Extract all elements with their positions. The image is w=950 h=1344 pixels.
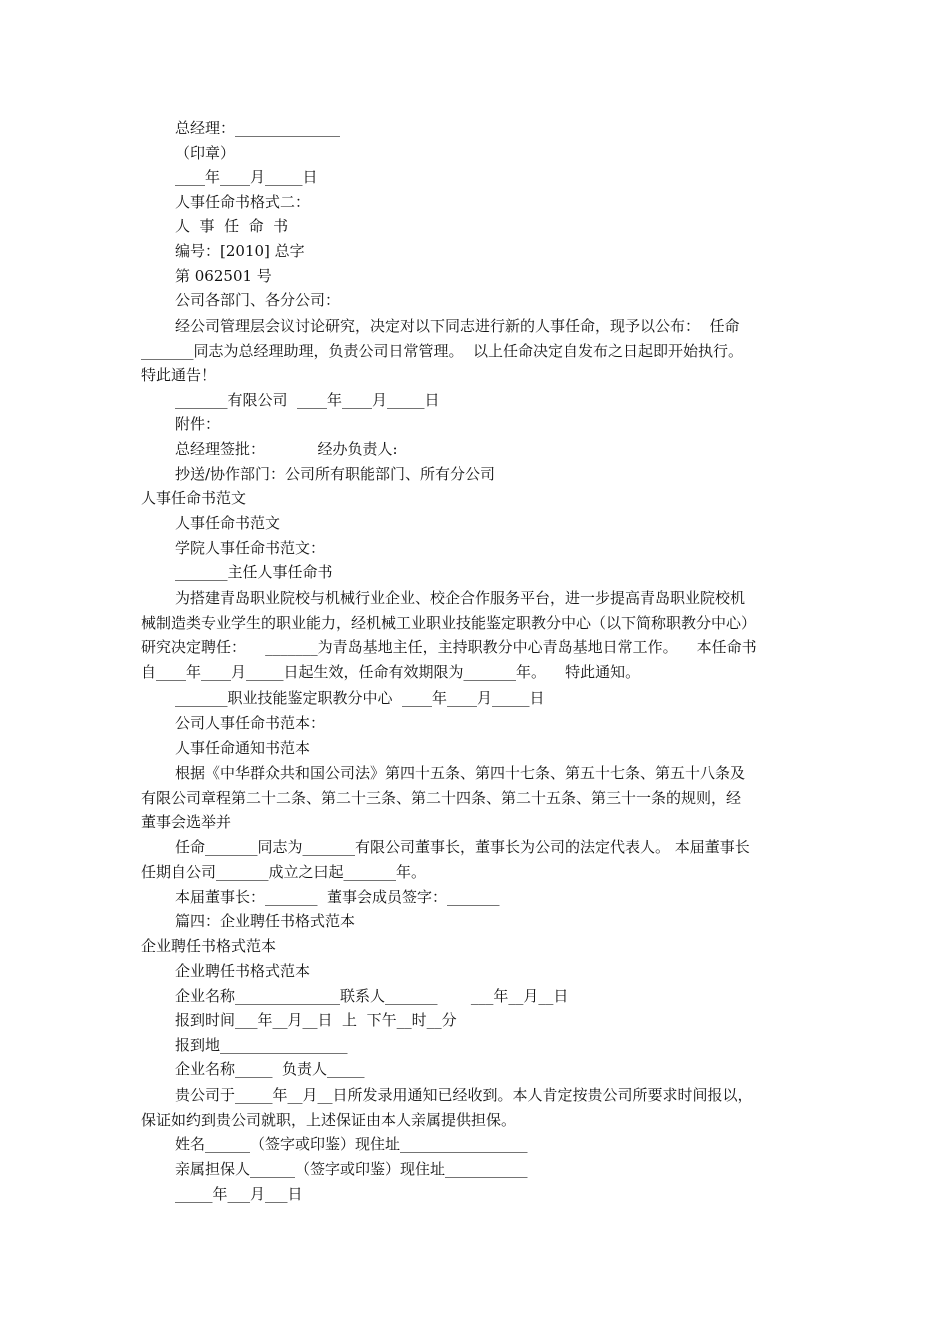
text-line: 企业聘任书格式范本 [175, 962, 311, 980]
text-line: 保证如约到贵公司就职，上述保证由本人亲属提供担保。 [141, 1110, 517, 1129]
paragraph [141, 588, 814, 686]
text-line: 有限公司章程第二十二条、第二十三条、第二十四条、第二十五条、第三十一条的规则，经 [141, 788, 742, 807]
text-line: 抄送/协作部门：公司所有职能部门、所有分公司 [175, 465, 496, 483]
paragraph [141, 763, 814, 837]
text-line: 人事任命通知书范本 [175, 739, 311, 757]
text-line: 任期自公司_______成立之曰起_______年。 [141, 862, 427, 881]
text-line: 董事会选举并 [141, 813, 232, 831]
text-line: 人 事 任 命 书 [175, 217, 289, 235]
text-line: 总经理签批： 经办负责人: [175, 440, 398, 458]
text-line: （印章） [175, 144, 236, 162]
paragraph [141, 837, 814, 886]
text-line: 姓名______（签字或印鉴）现住址_________________ [175, 1135, 528, 1153]
text-line: 人事任命书范文 [175, 514, 281, 532]
text-line: 总经理：______________ [175, 119, 341, 137]
paragraph [141, 316, 814, 390]
text-line: 学院人事任命书范文： [175, 539, 326, 557]
text-line: 编号：[2010] 总字 [175, 242, 305, 260]
text-line: 自____年____月_____日起生效，任命有效期限为_______年。 特此通知。 [141, 662, 641, 681]
text-line: 附件： [175, 415, 221, 433]
text-line: 研究决定聘任： _______为青岛基地主任，主持职教分中心青岛基地日常工作。 本任命书 [141, 638, 757, 656]
text-line: 根据《中华群众共和国公司法》第四十五条、第四十七条、第五十七条、第五十八条及 [175, 764, 746, 782]
text-line: 篇四：企业聘任书格式范本 [175, 912, 356, 930]
section-heading: 企业聘任书格式范本 [141, 937, 277, 955]
text-line: 报到时间___年__月__日 上 下午__时__分 [175, 1011, 457, 1029]
text-line: _______主任人事任命书 [175, 563, 333, 581]
text-line: 贵公司于_____年__月__日所发录用通知已经收到。本人肯定按贵公司所要求时间报以， [175, 1086, 753, 1104]
text-line: 人事任命书格式二： [175, 193, 311, 211]
text-line: _______同志为总经理助理，负责公司日常管理。 以上任命决定自发布之日起即开始执行。 [141, 341, 744, 360]
text-line: _______职业技能鉴定职教分中心 ____年____月_____日 [175, 689, 545, 707]
text-line: 第 062501 号 [175, 267, 272, 285]
text-line: 报到地_________________ [175, 1036, 348, 1054]
text-line: 公司各部门、各分公司： [175, 291, 341, 309]
section-heading: 人事任命书范文 [141, 489, 247, 507]
text-line: 特此通告！ [141, 366, 217, 384]
text-line: 本届董事长：_______ 董事会成员签字：_______ [175, 888, 500, 906]
text-line: 任命_______同志为_______有限公司董事长，董事长为公司的法定代表人。 本届董事长 [175, 838, 750, 856]
text-line: _____年___月___日 [175, 1185, 303, 1203]
text-line: ____年____月_____日 [175, 168, 318, 186]
text-line: 企业名称_____ 负责人_____ [175, 1060, 365, 1078]
text-line: 亲属担保人______（签字或印鉴）现住址___________ [175, 1160, 528, 1178]
text-line: 为搭建青岛职业院校与机械行业企业、校企合作服务平台，进一步提高青岛职业院校机 [175, 589, 746, 607]
text-line: 企业名称______________联系人_______ ___年__月__日 [175, 987, 569, 1005]
text-line: _______有限公司 ____年____月_____日 [175, 391, 440, 409]
text-line: 经公司管理层会议讨论研究，决定对以下同志进行新的人事任命，现予以公布： 任命 [175, 317, 740, 335]
text-line: 械制造类专业学生的职业能力，经机械工业职业技能鉴定职教分中心（以下简称职教分中心） [141, 613, 757, 632]
text-line: 公司人事任命书范本： [175, 714, 326, 732]
paragraph [141, 1085, 814, 1134]
